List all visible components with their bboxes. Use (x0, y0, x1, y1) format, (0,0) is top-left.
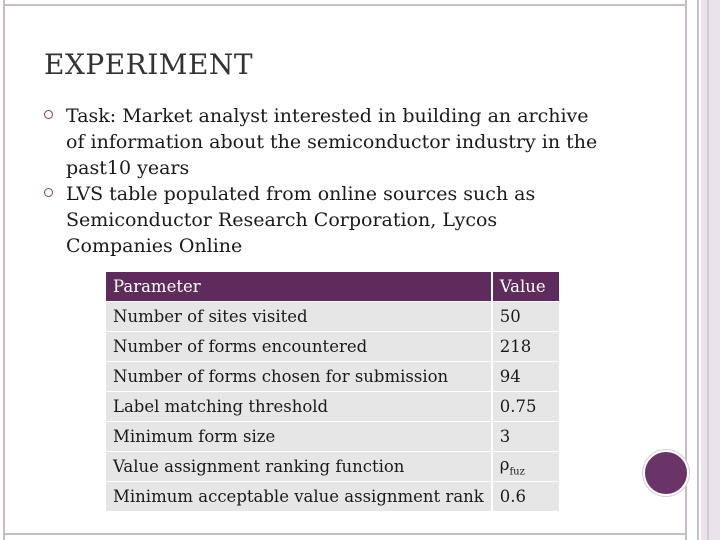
frame-top-line (3, 4, 687, 6)
right-band-inner-line (707, 0, 709, 540)
decorative-circle-dot (643, 450, 689, 496)
right-decorative-band (701, 0, 720, 540)
bullet-item (44, 181, 604, 259)
table-row (106, 422, 559, 452)
header-parameter: Parameter (106, 272, 493, 302)
bullet-list (44, 103, 604, 259)
table-row (106, 482, 559, 512)
cell-parameter: Value assignment ranking function (106, 452, 493, 482)
slide-title: EXPERIMENT (44, 48, 254, 81)
header-value: Value (493, 272, 559, 302)
hollow-circle-bullet-icon (44, 188, 53, 197)
cell-value: 0.6 (493, 482, 559, 512)
rho-symbol: ρ (499, 455, 510, 475)
cell-value (493, 452, 559, 482)
table-header-row (106, 272, 559, 302)
cell-value: 50 (493, 302, 559, 332)
cell-value: 0.75 (493, 392, 559, 422)
cell-parameter: Label matching threshold (106, 392, 493, 422)
cell-parameter: Number of sites visited (106, 302, 493, 332)
cell-value: 94 (493, 362, 559, 392)
frame-bottom-line (3, 533, 687, 535)
cell-value: 3 (493, 422, 559, 452)
cell-parameter: Minimum acceptable value assignment rank (106, 482, 493, 512)
rho-subscript: fuz (509, 466, 525, 478)
cell-value: 218 (493, 332, 559, 362)
bullet-item (44, 103, 604, 181)
bullet-text: LVS table populated from online sources such as Semiconductor Research Corporation, Lycos Companies Online (66, 183, 536, 257)
bullet-text: Task: Market analyst interested in building an archive of information about the semiconductor industry in the past10 years (66, 105, 598, 179)
table-row (106, 392, 559, 422)
frame-right-line (685, 0, 687, 540)
cell-parameter: Number of forms encountered (106, 332, 493, 362)
table-row (106, 362, 559, 392)
parameter-table (106, 272, 559, 512)
table-row (106, 302, 559, 332)
cell-parameter: Minimum form size (106, 422, 493, 452)
cell-parameter: Number of forms chosen for submission (106, 362, 493, 392)
frame-left-line (3, 0, 5, 540)
right-band-line (697, 0, 699, 540)
table-row (106, 332, 559, 362)
table-row (106, 452, 559, 482)
hollow-circle-bullet-icon (44, 110, 53, 119)
